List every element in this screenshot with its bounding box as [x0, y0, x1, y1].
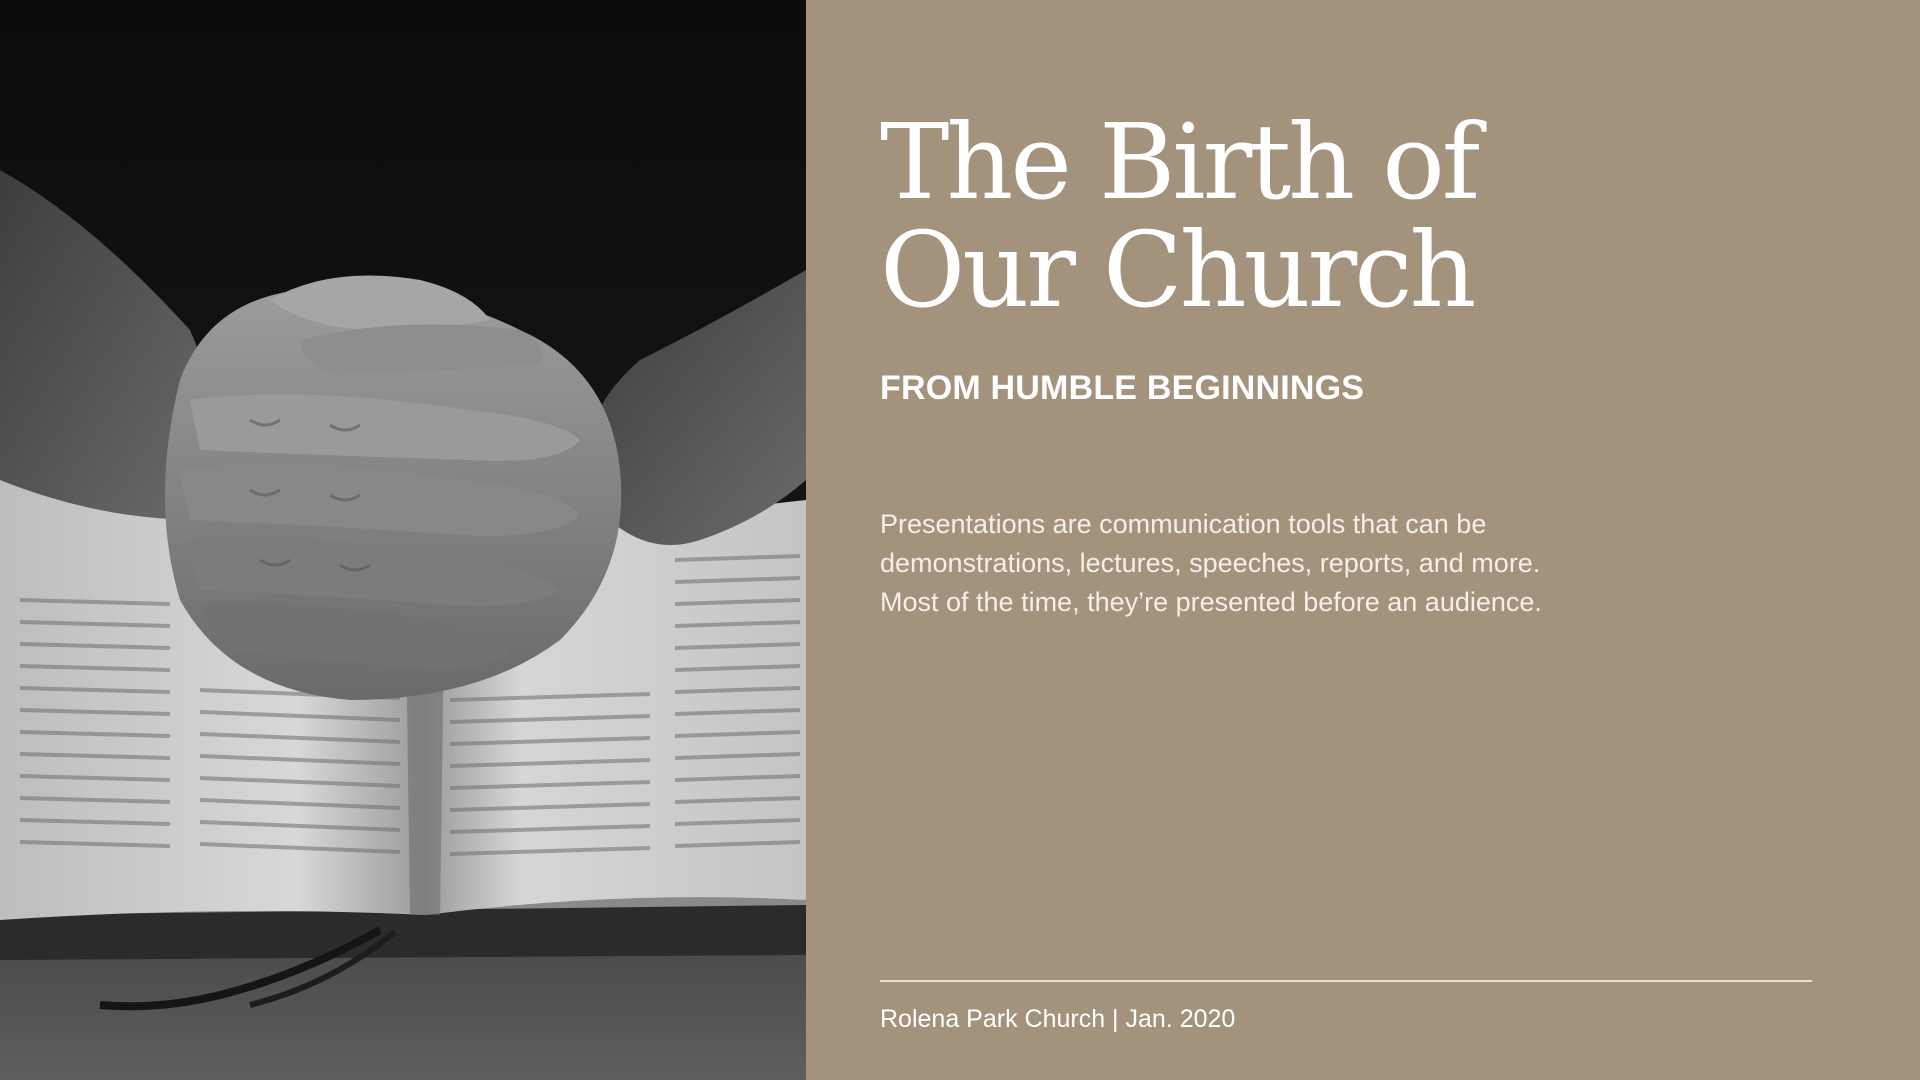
body-line-3: Most of the time, they’re presented before an audience.	[880, 587, 1542, 617]
slide-title	[880, 101, 1700, 331]
footer-divider	[880, 980, 1812, 982]
praying-hands-bible-photo	[0, 0, 806, 1080]
slide-subtitle: FROM HUMBLE BEGINNINGS	[880, 369, 1365, 407]
body-line-1: Presentations are communication tools that can be	[880, 509, 1487, 539]
footer-text: Rolena Park Church | Jan. 2020	[880, 1005, 1236, 1033]
body-paragraph	[880, 505, 1640, 622]
content-panel	[806, 0, 1920, 1080]
title-line-2: Our Church	[880, 209, 1474, 331]
body-line-2: demonstrations, lectures, speeches, reports, and more.	[880, 548, 1541, 578]
title-line-1: The Birth of	[880, 101, 1478, 223]
